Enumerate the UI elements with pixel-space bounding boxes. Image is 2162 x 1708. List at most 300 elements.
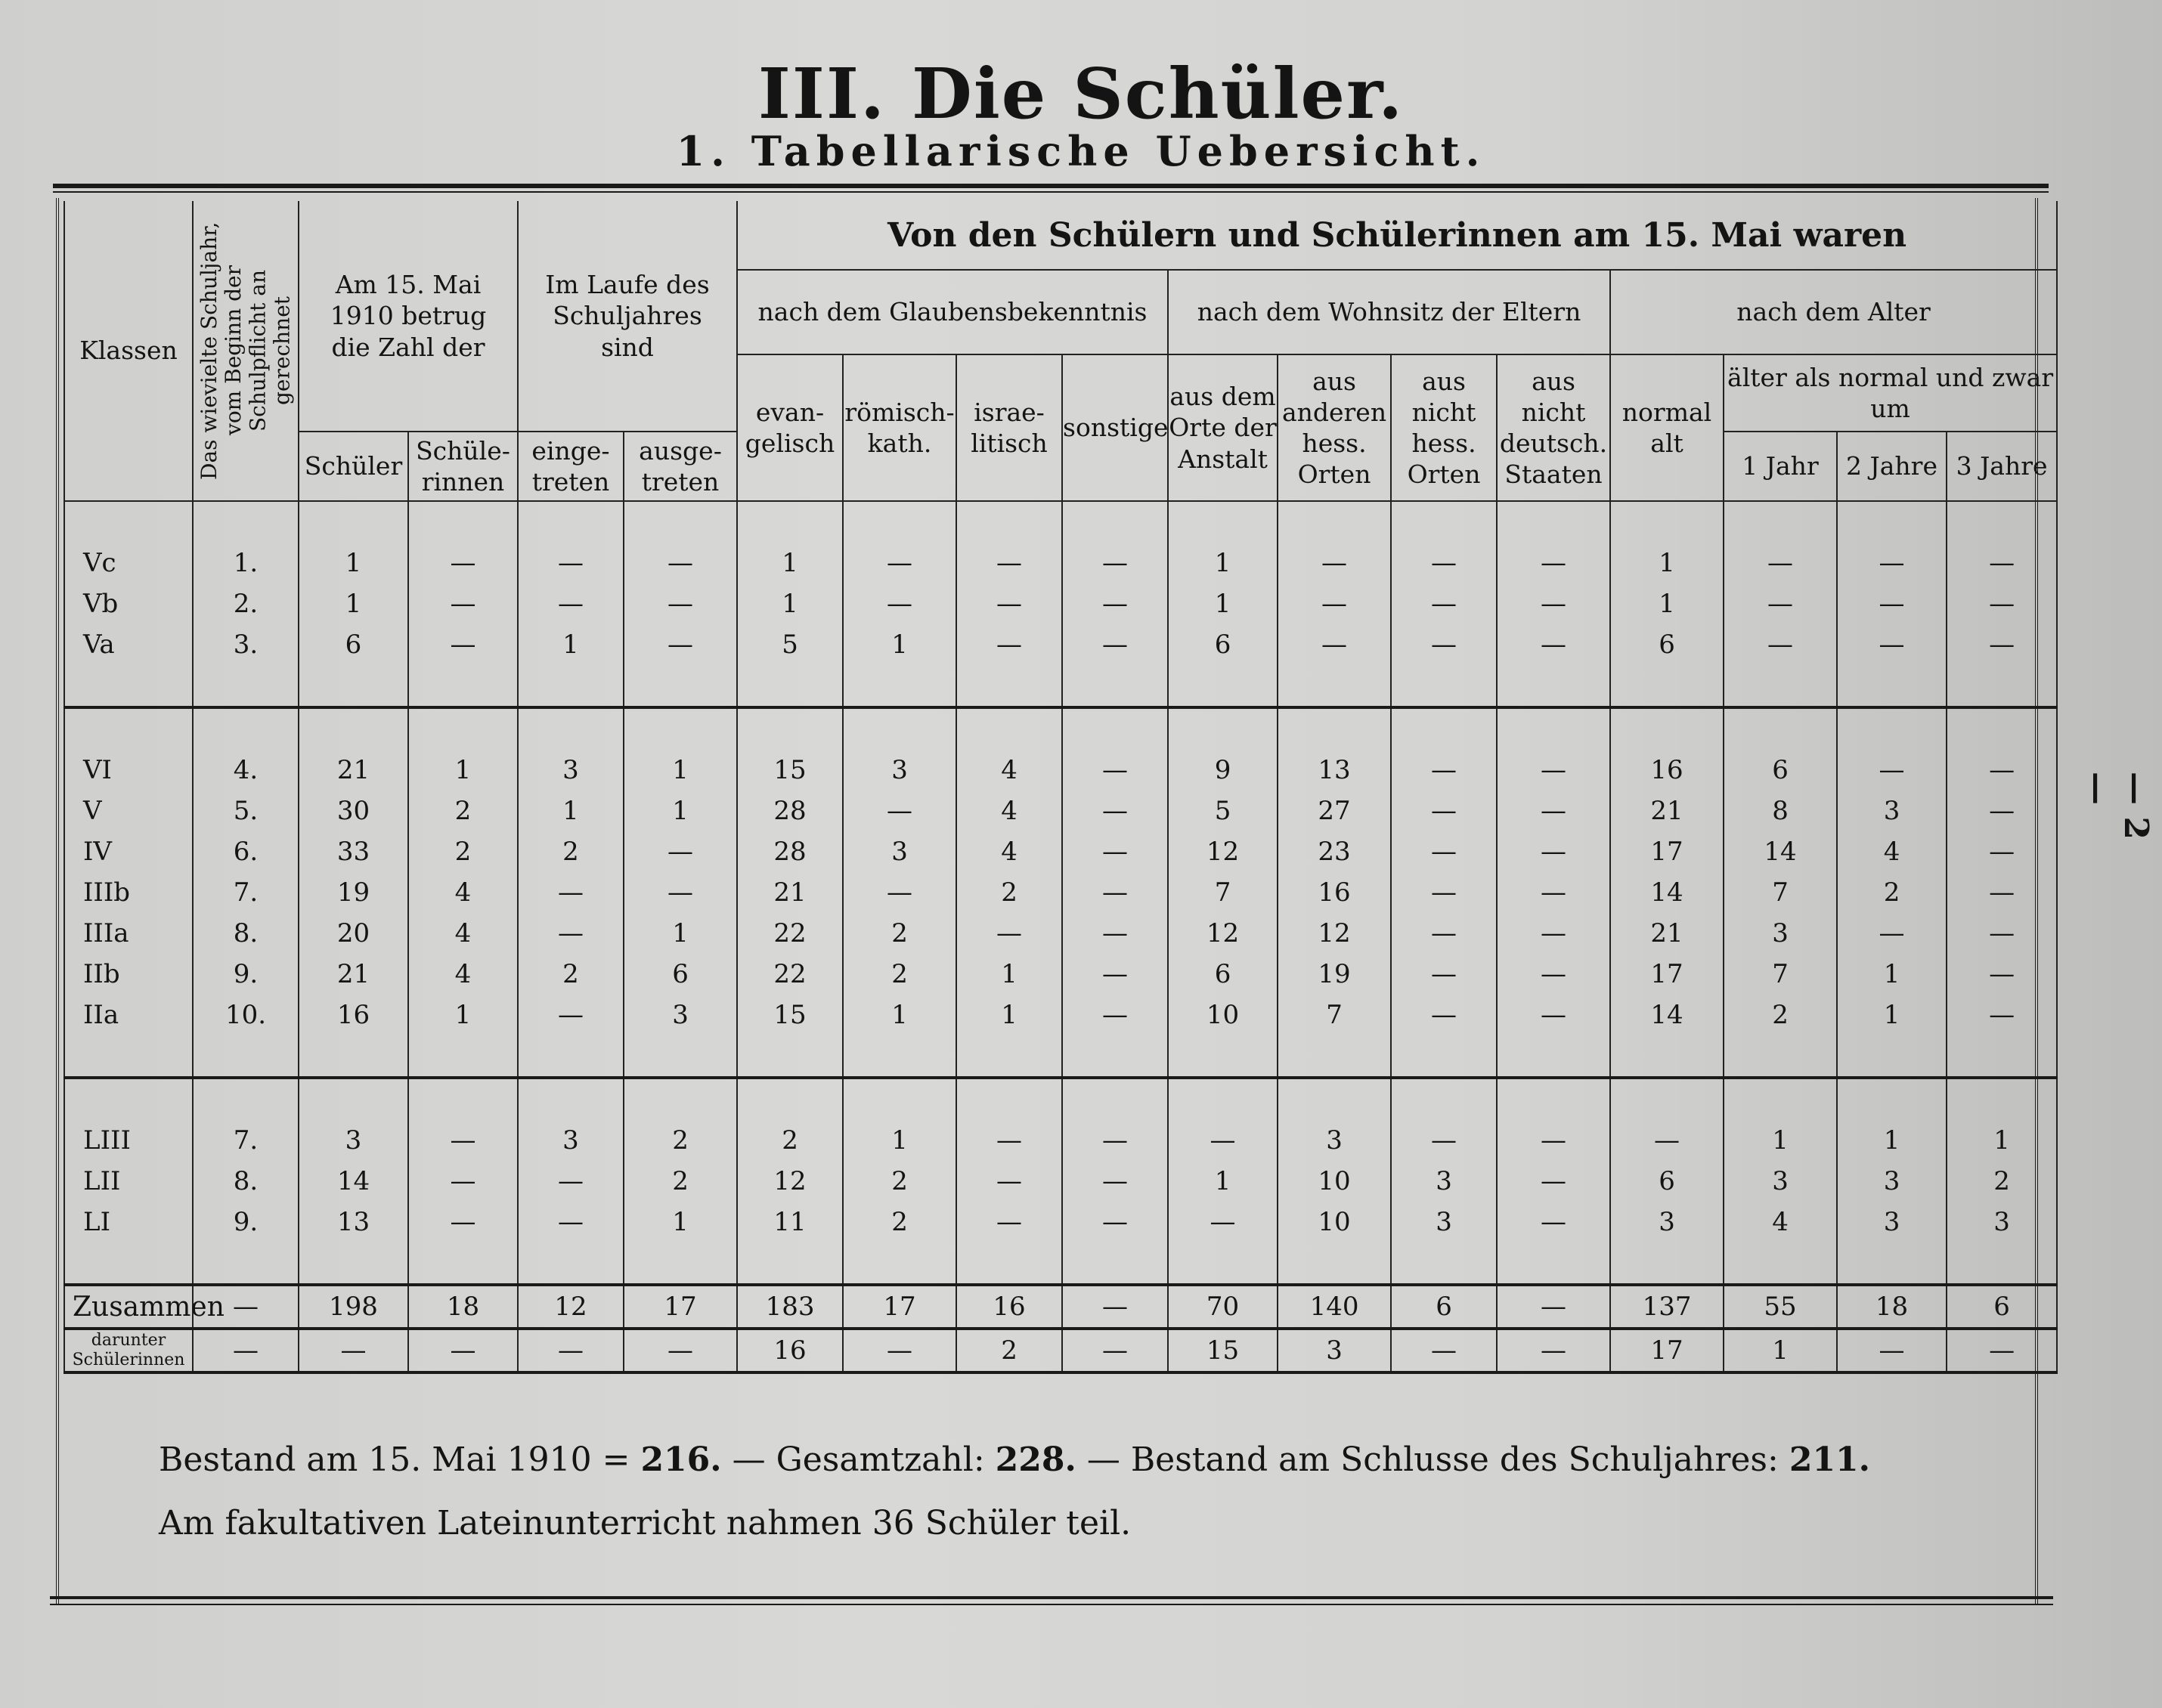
class-label: VI	[64, 750, 193, 791]
table-cell: 2	[1837, 872, 1947, 913]
spacer-cell	[518, 1035, 624, 1078]
table-cell: 10	[1278, 1161, 1391, 1202]
header-klassen: Klassen	[64, 201, 193, 501]
spacer-cell	[1947, 1035, 2057, 1078]
table-cell: 2	[1947, 1161, 2057, 1202]
table-cell: 3	[1947, 1202, 2057, 1242]
table-cell: 1	[1168, 583, 1278, 624]
table-cell: 1	[1610, 543, 1724, 583]
class-label: IIIb	[64, 872, 193, 913]
table-cell: 21	[299, 954, 408, 995]
table-cell: 1	[1837, 954, 1947, 995]
spacer-cell	[1391, 1078, 1497, 1120]
table-cell: —	[1947, 750, 2057, 791]
spacer-cell	[624, 501, 737, 543]
table-cell: —	[1497, 872, 1610, 913]
table-cell: 16	[1278, 872, 1391, 913]
spacer-cell	[737, 501, 843, 543]
table-cell: 17	[624, 1285, 737, 1329]
table-cell: 16	[1610, 750, 1724, 791]
table-cell: 16	[737, 1329, 843, 1372]
spacer-cell	[624, 1078, 737, 1120]
table-cell: 1	[1947, 1120, 2057, 1161]
summary-line	[159, 1440, 1870, 1479]
table-cell: —	[1497, 1329, 1610, 1372]
table-cell: 137	[1610, 1285, 1724, 1329]
table-cell: 4	[956, 831, 1062, 872]
spacer-cell	[299, 1078, 408, 1120]
table-cell: —	[843, 543, 956, 583]
header-1-jahr: 1 Jahr	[1724, 432, 1837, 501]
spacer-cell	[843, 501, 956, 543]
header-nicht-deutsch: aus nicht deutsch. Staaten	[1497, 354, 1610, 501]
header-israelitisch: israe-litisch	[956, 354, 1062, 501]
spacer-cell	[1610, 1078, 1724, 1120]
table-row	[64, 624, 2057, 665]
table-cell: 16	[956, 1285, 1062, 1329]
table-cell: 3	[299, 1120, 408, 1161]
table-cell: 2	[737, 1120, 843, 1161]
spacer-cell	[1497, 1035, 1610, 1078]
spacer-cell	[1062, 501, 1168, 543]
table-cell: 7.	[193, 872, 299, 913]
spacer-cell	[1391, 1035, 1497, 1078]
table-cell: 55	[1724, 1285, 1837, 1329]
spacer-cell	[1062, 707, 1168, 750]
spacer-cell	[624, 1035, 737, 1078]
spacer-cell	[624, 665, 737, 707]
spacer-cell	[1837, 1035, 1947, 1078]
table-cell: —	[956, 624, 1062, 665]
header-katholisch: römisch-kath.	[843, 354, 956, 501]
table-cell: —	[408, 1120, 518, 1161]
table-cell: —	[956, 1120, 1062, 1161]
table-cell: —	[1391, 750, 1497, 791]
class-label: Vc	[64, 543, 193, 583]
table-cell: 21	[737, 872, 843, 913]
table-cell: 1	[843, 995, 956, 1035]
table-cell: —	[1497, 1285, 1610, 1329]
spacer-cell	[1278, 707, 1391, 750]
class-label: IIIa	[64, 913, 193, 954]
header-eingetreten: einge-treten	[518, 432, 624, 501]
table-cell: 2	[843, 913, 956, 954]
table-cell: 183	[737, 1285, 843, 1329]
table-cell: 6	[1610, 624, 1724, 665]
header-schueler: Schüler	[299, 432, 408, 501]
table-cell: 3	[518, 1120, 624, 1161]
table-cell: —	[1610, 1120, 1724, 1161]
spacer-cell	[518, 707, 624, 750]
class-label: V	[64, 791, 193, 831]
spacer-cell	[299, 501, 408, 543]
table-cell: —	[624, 1329, 737, 1372]
spacer-cell	[1947, 501, 2057, 543]
table-cell: 1	[624, 1202, 737, 1242]
table-cell: 4	[1724, 1202, 1837, 1242]
table-cell: —	[1062, 913, 1168, 954]
spacer-cell	[299, 1035, 408, 1078]
header-glaube: nach dem Glaubensbekenntnis	[737, 270, 1168, 354]
table-cell: 6	[299, 624, 408, 665]
spacer-cell	[1837, 707, 1947, 750]
table-cell: 13	[1278, 750, 1391, 791]
table-cell: —	[1947, 791, 2057, 831]
table-cell: 1	[1837, 1120, 1947, 1161]
table-cell: 10	[1168, 995, 1278, 1035]
table-cell: 6	[1391, 1285, 1497, 1329]
student-table	[63, 201, 2058, 1374]
page-number: — 2 —	[2078, 772, 2155, 840]
table-cell: 4	[408, 872, 518, 913]
spacer-cell	[1278, 1242, 1391, 1285]
table-cell: —	[1947, 954, 2057, 995]
table-cell: 3	[843, 831, 956, 872]
spacer-cell	[1497, 1078, 1610, 1120]
spacer-cell	[1168, 1078, 1278, 1120]
table-cell: 3	[518, 750, 624, 791]
table-cell: 6	[1947, 1285, 2057, 1329]
table-cell: —	[1497, 1202, 1610, 1242]
spacer-row	[64, 1242, 2057, 1285]
table-cell: 2	[408, 791, 518, 831]
table-cell: 3	[1837, 1202, 1947, 1242]
table-row	[64, 791, 2057, 831]
table-cell: 3	[1391, 1202, 1497, 1242]
table-cell: 11	[737, 1202, 843, 1242]
table-row	[64, 954, 2057, 995]
table-cell: 10	[1278, 1202, 1391, 1242]
table-cell: —	[408, 583, 518, 624]
header-sonstige: sonstige	[1062, 354, 1168, 501]
spacer-cell	[956, 707, 1062, 750]
spacer-cell	[1278, 665, 1391, 707]
table-cell: —	[1947, 913, 2057, 954]
spacer-cell	[1062, 1242, 1168, 1285]
table-cell: 21	[1610, 913, 1724, 954]
table-cell: 15	[737, 995, 843, 1035]
spacer-cell	[1391, 501, 1497, 543]
table-cell: 1	[1168, 1161, 1278, 1202]
table-cell: 3	[1610, 1202, 1724, 1242]
table-cell: —	[1497, 583, 1610, 624]
table-cell: —	[408, 1329, 518, 1372]
table-cell: —	[518, 1329, 624, 1372]
table-cell: —	[843, 583, 956, 624]
spacer-cell	[737, 707, 843, 750]
table-cell: 18	[408, 1285, 518, 1329]
table-row	[64, 1202, 2057, 1242]
spacer-cell	[1391, 1242, 1497, 1285]
spacer-cell	[193, 707, 299, 750]
header-3-jahre: 3 Jahre	[1947, 432, 2057, 501]
table-cell: 4	[1837, 831, 1947, 872]
spacer-cell	[737, 1078, 843, 1120]
table-cell: —	[1168, 1120, 1278, 1161]
table-cell: 19	[299, 872, 408, 913]
spacer-cell	[956, 665, 1062, 707]
table-cell: —	[1497, 995, 1610, 1035]
header-laufe: Im Laufe des Schuljahres sind	[518, 201, 737, 432]
spacer-cell	[1062, 665, 1168, 707]
spacer-cell	[843, 1242, 956, 1285]
table-row	[64, 831, 2057, 872]
spacer-cell	[1947, 1242, 2057, 1285]
table-cell: —	[299, 1329, 408, 1372]
spacer-cell	[408, 1242, 518, 1285]
table-cell: 2	[956, 872, 1062, 913]
spacer-cell	[193, 1035, 299, 1078]
class-label: Zusammen	[64, 1285, 193, 1329]
table-cell: 70	[1168, 1285, 1278, 1329]
table-cell: 1	[299, 583, 408, 624]
spacer-cell	[1497, 665, 1610, 707]
table-cell: 1	[956, 954, 1062, 995]
table-cell: —	[1278, 624, 1391, 665]
table-cell: —	[1497, 1120, 1610, 1161]
table-cell: 8.	[193, 1161, 299, 1202]
spacer-cell	[843, 665, 956, 707]
table-cell: 5.	[193, 791, 299, 831]
table-cell: 17	[1610, 831, 1724, 872]
class-label: LII	[64, 1161, 193, 1202]
table-cell: 1	[1610, 583, 1724, 624]
table-cell: 6	[1168, 954, 1278, 995]
table-cell: —	[518, 543, 624, 583]
table-cell: 1	[624, 750, 737, 791]
table-cell: 2	[956, 1329, 1062, 1372]
class-label: LIII	[64, 1120, 193, 1161]
class-label: IV	[64, 831, 193, 872]
table-cell: —	[1391, 954, 1497, 995]
schluss-label: — Bestand am Schlusse des Schuljahres:	[1086, 1440, 1779, 1479]
table-cell: —	[1391, 1329, 1497, 1372]
table-cell: —	[1724, 583, 1837, 624]
page-subtitle: 1. Tabellarische Uebersicht.	[676, 127, 1486, 175]
table-cell: —	[1062, 1329, 1168, 1372]
spacer-cell	[518, 1078, 624, 1120]
table-cell: 17	[843, 1285, 956, 1329]
table-cell: 4	[956, 750, 1062, 791]
table-cell: 33	[299, 831, 408, 872]
spacer-cell	[408, 707, 518, 750]
class-label: IIb	[64, 954, 193, 995]
table-body	[64, 501, 2057, 1372]
table-cell: 16	[299, 995, 408, 1035]
table-cell: 6.	[193, 831, 299, 872]
spacer-cell	[1062, 1078, 1168, 1120]
spacer-cell	[1278, 1035, 1391, 1078]
table-cell: —	[1497, 791, 1610, 831]
table-cell: —	[624, 624, 737, 665]
table-cell: 3	[1837, 791, 1947, 831]
table-cell: —	[1724, 624, 1837, 665]
spacer-row	[64, 707, 2057, 750]
table-cell: 1	[956, 995, 1062, 1035]
header-ausgetreten: ausge-treten	[624, 432, 737, 501]
table-cell: —	[1391, 624, 1497, 665]
table-cell: —	[408, 624, 518, 665]
table-cell: —	[518, 1161, 624, 1202]
table-cell: —	[1062, 1161, 1168, 1202]
spacer-cell	[1724, 707, 1837, 750]
table-cell: 10.	[193, 995, 299, 1035]
spacer-row	[64, 1035, 2057, 1078]
table-cell: —	[1497, 1161, 1610, 1202]
table-cell: 1	[408, 750, 518, 791]
bestand-value: 216.	[640, 1440, 722, 1479]
spacer-cell	[408, 501, 518, 543]
header-nicht-hess: aus nicht hess. Orten	[1391, 354, 1497, 501]
table-cell: —	[1724, 543, 1837, 583]
spacer-cell	[1724, 665, 1837, 707]
table-cell: 3	[1278, 1329, 1391, 1372]
spacer-cell	[299, 1242, 408, 1285]
table-cell: 30	[299, 791, 408, 831]
spacer-cell	[956, 501, 1062, 543]
table-cell: —	[1391, 791, 1497, 831]
table-cell: —	[843, 1329, 956, 1372]
table-cell: —	[843, 791, 956, 831]
table-cell: —	[1947, 624, 2057, 665]
table-cell: —	[1837, 1329, 1947, 1372]
table-cell: 14	[1724, 831, 1837, 872]
table-cell: 1	[737, 543, 843, 583]
table-cell: —	[1278, 583, 1391, 624]
table-cell: —	[956, 543, 1062, 583]
table-cell: 9.	[193, 1202, 299, 1242]
table-cell: —	[1837, 543, 1947, 583]
header-schuljahr: Das wievielte Schuljahr, vom Beginn der Schulpflicht an gerechnet	[193, 201, 299, 501]
spacer-cell	[193, 665, 299, 707]
spacer-cell	[1724, 1035, 1837, 1078]
spacer-cell	[1610, 501, 1724, 543]
class-label: Vb	[64, 583, 193, 624]
table-cell: —	[1837, 750, 1947, 791]
table-cell: 17	[1610, 954, 1724, 995]
table-cell: 1	[1837, 995, 1947, 1035]
table-cell: 7	[1724, 954, 1837, 995]
class-label: Va	[64, 624, 193, 665]
table-cell: 3	[1724, 913, 1837, 954]
table-cell: 198	[299, 1285, 408, 1329]
table-cell: —	[518, 913, 624, 954]
spacer-cell	[843, 1078, 956, 1120]
spacer-cell	[1610, 1242, 1724, 1285]
girls-row	[64, 1329, 2057, 1372]
spacer-cell	[1391, 665, 1497, 707]
spacer-cell	[64, 1035, 193, 1078]
table-cell: 27	[1278, 791, 1391, 831]
spacer-cell	[1837, 501, 1947, 543]
bottom-rule	[50, 1596, 2053, 1599]
header-wohnsitz: nach dem Wohnsitz der Eltern	[1168, 270, 1610, 354]
table-cell: 6	[624, 954, 737, 995]
bottom-rule-thin	[50, 1604, 2053, 1605]
table-row	[64, 1161, 2057, 1202]
table-cell: 12	[1168, 913, 1278, 954]
spacer-cell	[624, 707, 737, 750]
spacer-cell	[193, 1078, 299, 1120]
table-row	[64, 913, 2057, 954]
table-cell: 2	[624, 1161, 737, 1202]
table-row	[64, 750, 2057, 791]
spacer-cell	[956, 1035, 1062, 1078]
spacer-cell	[1278, 1078, 1391, 1120]
table-cell: 3.	[193, 624, 299, 665]
table-row	[64, 995, 2057, 1035]
table-cell: —	[193, 1329, 299, 1372]
spacer-cell	[1837, 1078, 1947, 1120]
table-cell: 1	[518, 791, 624, 831]
table-cell: 2	[518, 954, 624, 995]
spacer-cell	[624, 1242, 737, 1285]
table-cell: —	[1947, 995, 2057, 1035]
spacer-cell	[1610, 1035, 1724, 1078]
spacer-cell	[1724, 1078, 1837, 1120]
spacer-cell	[1947, 707, 2057, 750]
table-cell: —	[624, 872, 737, 913]
spacer-cell	[1168, 707, 1278, 750]
header-von-den: Von den Schülern und Schülerinnen am 15. Mai waren	[737, 201, 2057, 270]
table-cell: 28	[737, 791, 843, 831]
top-rule-thin	[53, 191, 2049, 193]
table-cell: 9	[1168, 750, 1278, 791]
spacer-cell	[737, 1242, 843, 1285]
spacer-cell	[1947, 665, 2057, 707]
table-cell: 20	[299, 913, 408, 954]
table-cell: —	[408, 1161, 518, 1202]
header-zahl: Am 15. Mai 1910 betrug die Zahl der	[299, 201, 518, 432]
table-cell: —	[1391, 913, 1497, 954]
spacer-cell	[1724, 1242, 1837, 1285]
table-cell: 3	[843, 750, 956, 791]
table-cell: —	[518, 995, 624, 1035]
table-cell: —	[1837, 624, 1947, 665]
table-cell: —	[1062, 1285, 1168, 1329]
table-cell: 3	[1278, 1120, 1391, 1161]
spacer-cell	[408, 1035, 518, 1078]
table-cell: —	[193, 1285, 299, 1329]
table-cell: —	[1062, 831, 1168, 872]
table-cell: 12	[1278, 913, 1391, 954]
table-cell: —	[956, 913, 1062, 954]
table-cell: 1	[299, 543, 408, 583]
total-row	[64, 1285, 2057, 1329]
table-cell: 14	[1610, 995, 1724, 1035]
table-cell: 5	[1168, 791, 1278, 831]
table-cell: —	[624, 831, 737, 872]
gesamt-label: — Gesamtzahl:	[732, 1440, 985, 1479]
table-cell: —	[518, 1202, 624, 1242]
table-cell: 4	[408, 913, 518, 954]
table-cell: —	[1062, 624, 1168, 665]
table-cell: —	[1497, 831, 1610, 872]
spacer-cell	[737, 665, 843, 707]
latin-note: Am fakultativen Lateinunterricht nahmen 36 Schüler teil.	[159, 1504, 1132, 1542]
table-cell: 13	[299, 1202, 408, 1242]
table-cell: 140	[1278, 1285, 1391, 1329]
spacer-cell	[843, 1035, 956, 1078]
table-cell: —	[1391, 872, 1497, 913]
spacer-cell	[737, 1035, 843, 1078]
table-cell: 4.	[193, 750, 299, 791]
table-cell: —	[408, 543, 518, 583]
spacer-cell	[518, 665, 624, 707]
table-cell: 2	[518, 831, 624, 872]
table-cell: 2	[843, 1161, 956, 1202]
header-2-jahre: 2 Jahre	[1837, 432, 1947, 501]
